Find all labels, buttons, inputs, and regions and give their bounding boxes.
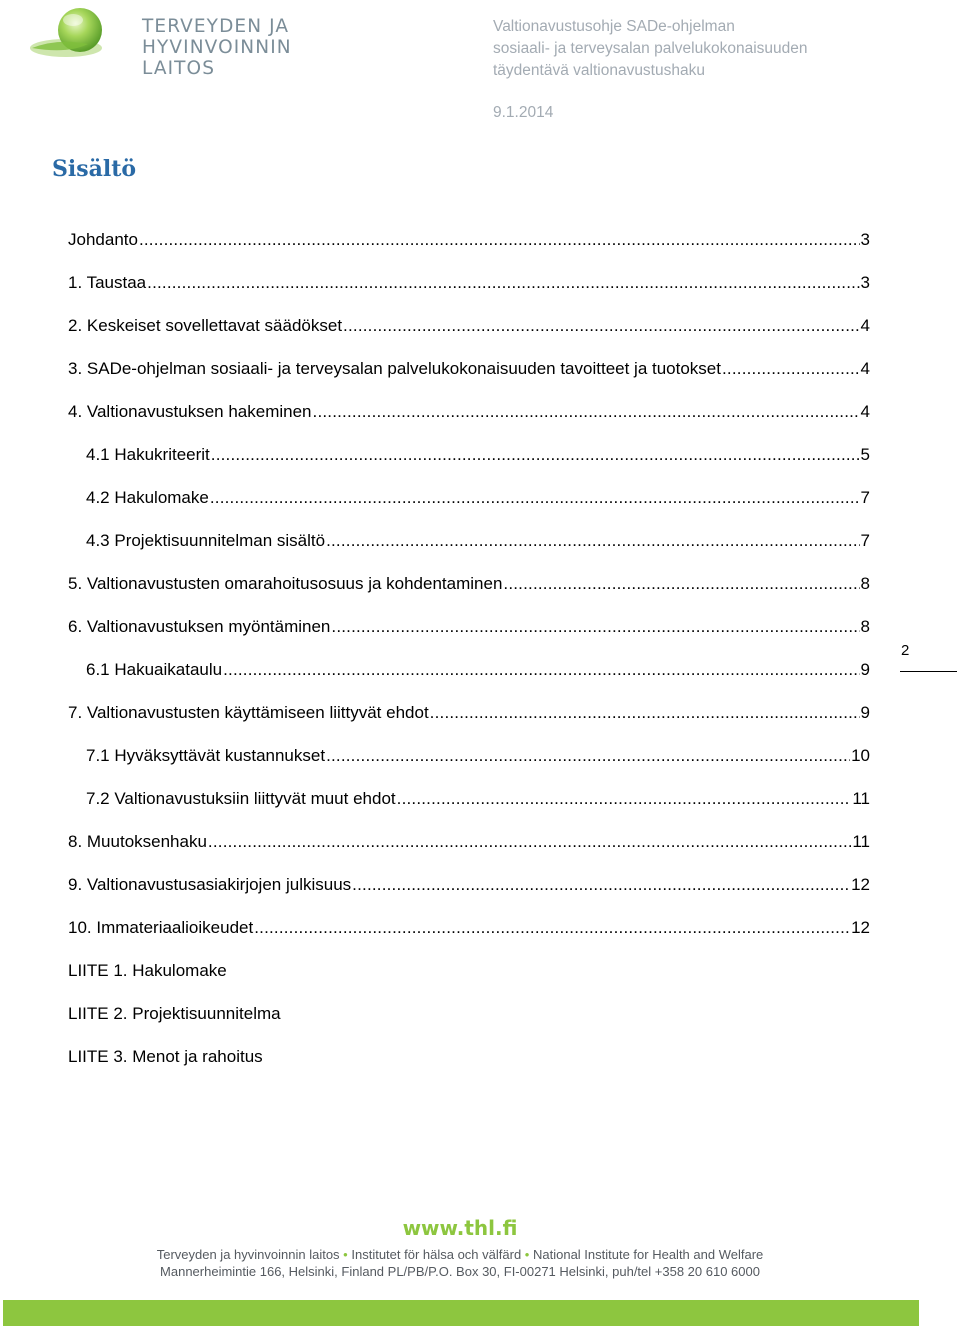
toc-entry-page: 9 (860, 703, 870, 722)
toc-entry-label: 4.1 Hakukriteerit (86, 445, 210, 464)
toc-entry-page: 12 (851, 875, 870, 894)
toc-dot-leader (208, 830, 851, 854)
toc-dot-leader (326, 744, 850, 768)
bullet-separator-icon: • (524, 1247, 530, 1262)
toc-entry[interactable] (68, 486, 870, 529)
toc-entry-page: 7 (860, 531, 870, 550)
toc-dot-leader (211, 443, 860, 467)
toc-entry[interactable] (68, 1002, 870, 1045)
toc-entry-page: 3 (860, 230, 870, 249)
toc-entry-page: 9 (860, 660, 870, 679)
toc-entry-page: 7 (860, 488, 870, 507)
toc-entry-page: 11 (852, 832, 870, 851)
toc-dot-leader (147, 271, 859, 295)
toc-entry-label: 4.2 Hakulomake (86, 488, 209, 507)
toc-entry-label: 7.2 Valtionavustuksiin liittyvät muut ehdot (86, 789, 396, 808)
toc-entry-label: LIITE 1. Hakulomake (68, 961, 227, 980)
footer-address: Mannerheimintie 166, Helsinki, Finland PL/PB/P.O. Box 30, FI-00271 Helsinki, puh/tel +358 20 610 6000 (160, 1264, 760, 1279)
toc-entry-page: 4 (860, 402, 870, 421)
thl-logo (28, 4, 368, 79)
toc-entry-label: LIITE 2. Projektisuunnitelma (68, 1004, 281, 1023)
toc-entry-label: 1. Taustaa (68, 273, 147, 292)
document-header (493, 16, 808, 82)
toc-entry[interactable] (68, 228, 870, 271)
toc-entry-page: 8 (860, 574, 870, 593)
toc-entry-label: 7. Valtionavustusten käyttämiseen liittyvät ehdot (68, 703, 429, 722)
toc-entry-page: 8 (860, 617, 870, 636)
toc-entry[interactable] (68, 959, 870, 1002)
toc-entry[interactable] (68, 314, 870, 357)
header-line-1: Valtionavustusohje SADe-ohjelman (493, 18, 735, 35)
toc-dot-leader (352, 873, 850, 897)
toc-entry[interactable] (68, 443, 870, 486)
toc-entry[interactable] (68, 615, 870, 658)
toc-entry-page: 10 (851, 746, 870, 765)
toc-entry-label: 2. Keskeiset sovellettavat säädökset (68, 316, 343, 335)
toc-entry-page: 4 (860, 359, 870, 378)
toc-entry[interactable] (68, 787, 870, 830)
toc-entry-label: 6.1 Hakuaikataulu (86, 660, 223, 679)
toc-entry[interactable] (68, 830, 870, 873)
footer-names (0, 1247, 920, 1262)
page-number-rule (900, 671, 957, 672)
toc-entry[interactable] (68, 658, 870, 701)
toc-dot-leader (343, 314, 859, 338)
toc-entry-page: 5 (860, 445, 870, 464)
header-date: 9.1.2014 (493, 104, 554, 121)
toc-dot-leader (326, 529, 859, 553)
toc-entry[interactable] (68, 529, 870, 572)
toc-entry-label: 6. Valtionavustuksen myöntäminen (68, 617, 331, 636)
toc-entry-label: 4.3 Projektisuunnitelman sisältö (86, 531, 326, 550)
header-line-3: täydentävä valtionavustushaku (493, 62, 705, 79)
thl-logo-icon (28, 4, 118, 62)
toc-entry[interactable] (68, 271, 870, 314)
toc-entry[interactable] (68, 400, 870, 443)
toc-entry[interactable] (68, 916, 870, 959)
toc-dot-leader (313, 400, 860, 424)
toc-dot-leader (254, 916, 850, 940)
footer-name-fi: Terveyden ja hyvinvoinnin laitos (156, 1247, 340, 1262)
toc-entry[interactable] (68, 744, 870, 787)
footer-name-sv: Institutet för hälsa och välfärd (351, 1247, 522, 1262)
header-line-2: sosiaali- ja terveysalan palvelukokonaisuuden (493, 40, 808, 57)
footer-name-en: National Institute for Health and Welfare (532, 1247, 764, 1262)
logo-line-2: HYVINVOINNIN LAITOS (142, 37, 292, 79)
logo-wordmark (142, 16, 368, 79)
toc-dot-leader (397, 787, 852, 811)
toc-entry-page: 12 (851, 918, 870, 937)
toc-dot-leader (503, 572, 859, 596)
bullet-separator-icon: • (343, 1247, 348, 1262)
toc-entry-page: 11 (852, 789, 870, 808)
toc-entry[interactable] (68, 357, 870, 400)
toc-entry[interactable] (68, 572, 870, 615)
page-number: 2 (901, 642, 910, 659)
toc-entry-label: 3. SADe-ohjelman sosiaali- ja terveysalan palvelukokonaisuuden tavoitteet ja tuotokset (68, 359, 721, 378)
toc-entry-page: 3 (860, 273, 870, 292)
logo-line-1: TERVEYDEN JA (142, 16, 290, 37)
toc-entry-label: 10. Immateriaalioikeudet (68, 918, 254, 937)
footer-url[interactable]: www.thl.fi (402, 1216, 518, 1240)
toc-entry-label: 9. Valtionavustusasiakirjojen julkisuus (68, 875, 352, 894)
table-of-contents (68, 228, 870, 1088)
toc-entry-label: 5. Valtionavustusten omarahoitusosuus ja kohdentaminen (68, 574, 503, 593)
toc-dot-leader (139, 228, 860, 252)
toc-dot-leader (331, 615, 859, 639)
toc-entry[interactable] (68, 873, 870, 916)
toc-dot-leader (430, 701, 860, 725)
toc-title: Sisältö (52, 156, 137, 182)
toc-dot-leader (722, 357, 860, 381)
footer-green-bar (3, 1300, 919, 1326)
toc-entry-label: 8. Muutoksenhaku (68, 832, 207, 851)
toc-entry[interactable] (68, 701, 870, 744)
toc-entry-label: 4. Valtionavustuksen hakeminen (68, 402, 312, 421)
toc-entry-page: 4 (860, 316, 870, 335)
toc-entry-label: 7.1 Hyväksyttävät kustannukset (86, 746, 326, 765)
toc-dot-leader (210, 486, 860, 510)
toc-dot-leader (223, 658, 859, 682)
toc-entry-label: Johdanto (68, 230, 138, 249)
toc-entry[interactable] (68, 1045, 870, 1088)
toc-entry-label: LIITE 3. Menot ja rahoitus (68, 1047, 263, 1066)
